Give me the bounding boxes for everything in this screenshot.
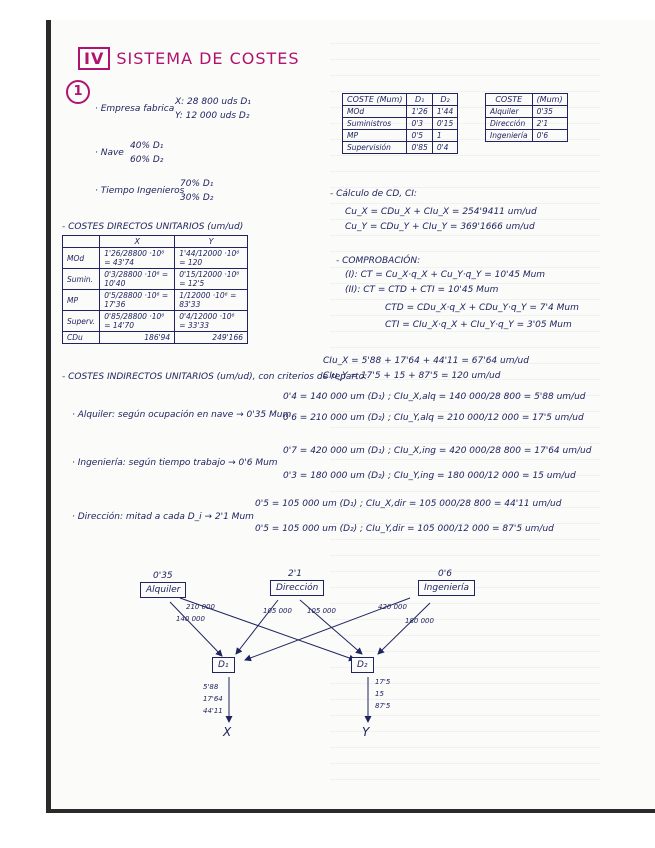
ciu-x: CIu_X = 5'88 + 17'64 + 44'11 = 67'64 um/ud [323, 356, 529, 366]
alquiler-label: · Alquiler: según ocupación en nave → 0'35 Mum [72, 410, 292, 420]
cell: 1'44/12000 ·10⁶ = 120 [175, 248, 248, 269]
product-y: Y [362, 725, 370, 739]
cell: 1'26/28800 ·10⁶ = 43'74 [100, 248, 175, 269]
tiempo-1: 70% D₁ [180, 179, 214, 189]
cell: Ingeniería [486, 130, 533, 142]
ciu-y: CIu_Y = 17'5 + 15 + 87'5 = 120 um/ud [323, 371, 501, 381]
cell: Alquiler [486, 106, 533, 118]
edge-label-alq-d1: 140 000 [176, 615, 205, 623]
calculo-heading: - Cálculo de CD, CI: [330, 189, 417, 199]
header-cell: D₁ [407, 94, 432, 106]
cell: Dirección [486, 118, 533, 130]
cell: Supervisión [343, 142, 407, 154]
comprobacion-l3: CTD = CDu_X·q_X + CDu_Y·q_Y = 7'4 Mum [385, 303, 579, 313]
comprobacion-l2: (II): CT = CTD + CTI = 10'45 Mum [345, 285, 499, 295]
empresa-x: X: 28 800 uds D₁ [175, 97, 251, 107]
comprobacion-l4: CTI = CIu_X·q_X + CIu_Y·q_Y = 3'05 Mum [385, 320, 572, 330]
cell: Superv. [63, 311, 100, 332]
cell: MOd [343, 106, 407, 118]
cell: 0'15 [432, 118, 457, 130]
cell: 0'3/28800 ·10⁶ = 10'40 [100, 269, 175, 290]
d1-node: D₁ [212, 657, 235, 673]
cell: 1/12000 ·10⁶ = 83'33 [175, 290, 248, 311]
edge-label-ing-d2: 180 000 [405, 617, 434, 625]
section-number: IV [78, 47, 110, 70]
d2-value: 87'5 [375, 702, 391, 710]
indirectos-heading: - COSTES INDIRECTOS UNITARIOS (um/ud), con criterios de reparto: [62, 372, 368, 382]
comprobacion-l1: (I): CT = Cu_X·q_X + Cu_Y·q_Y = 10'45 Mum [345, 270, 546, 280]
direccion-1: 0'5 = 105 000 um (D₁) ; CIu_X,dir = 105 000/28 800 = 44'11 um/ud [255, 499, 562, 509]
edge-label-alq-d2: 210 000 [186, 603, 215, 611]
cell: Suministros [343, 118, 407, 130]
cell: 186'94 [100, 332, 175, 344]
nave-2: 60% D₂ [130, 155, 164, 165]
cell: 0'85/28800 ·10⁶ = 14'70 [100, 311, 175, 332]
cell: 0'35 [532, 106, 567, 118]
title-text: SISTEMA DE COSTES [116, 49, 300, 68]
cell: 0'5/28800 ·10⁶ = 17'36 [100, 290, 175, 311]
cell: 1 [432, 130, 457, 142]
cu-x: Cu_X = CDu_X + CIu_X = 254'9411 um/ud [345, 207, 537, 217]
empresa-label: · Empresa fabrica [95, 104, 175, 114]
tiempo-label: · Tiempo Ingenieros [95, 186, 185, 196]
direccion-node-value: 2'1 [288, 569, 302, 579]
exercise-number: 1 [66, 80, 90, 104]
ingenieria-node-value: 0'6 [438, 569, 452, 579]
header-cell: COSTE [486, 94, 533, 106]
d2-value: 15 [375, 690, 384, 698]
cell: Sumin. [63, 269, 100, 290]
cell: 0'3 [407, 118, 432, 130]
header-cell: D₂ [432, 94, 457, 106]
header-cell: COSTE (Mum) [343, 94, 407, 106]
empresa-y: Y: 12 000 uds D₂ [175, 111, 250, 121]
alquiler-node: Alquiler [140, 582, 186, 598]
direccion-node: Dirección [270, 580, 324, 596]
cell: 1'44 [432, 106, 457, 118]
cell: 0'4/12000 ·10⁶ = 33'33 [175, 311, 248, 332]
cell: 0'85 [407, 142, 432, 154]
cell: MOd [63, 248, 100, 269]
cell: 0'4 [432, 142, 457, 154]
alquiler-2: 0'6 = 210 000 um (D₂) ; CIu_Y,alq = 210 000/12 000 = 17'5 um/ud [283, 413, 584, 423]
direccion-2: 0'5 = 105 000 um (D₂) ; CIu_Y,dir = 105 000/12 000 = 87'5 um/ud [255, 524, 554, 534]
header-cell: X [100, 236, 175, 248]
cell: 0'6 [532, 130, 567, 142]
alquiler-1: 0'4 = 140 000 um (D₁) ; CIu_X,alq = 140 000/28 800 = 5'88 um/ud [283, 392, 586, 402]
ingenieria-node: Ingeniería [418, 580, 475, 596]
ingenieria-2: 0'3 = 180 000 um (D₂) ; CIu_Y,ing = 180 000/12 000 = 15 um/ud [283, 471, 576, 481]
d2-value: 17'5 [375, 678, 391, 686]
cell: 1'26 [407, 106, 432, 118]
edge-label-ing-d1: 420 000 [378, 603, 407, 611]
d2-node: D₂ [351, 657, 374, 673]
d1-value: 5'88 [203, 683, 219, 691]
cell: MP [343, 130, 407, 142]
edge-label-dir-d1: 105 000 [263, 607, 292, 615]
direccion-label: · Dirección: mitad a cada D_i → 2'1 Mum [72, 512, 254, 522]
ingenieria-1: 0'7 = 420 000 um (D₁) ; CIu_X,ing = 420 000/28 800 = 17'64 um/ud [283, 446, 592, 456]
d1-value: 44'11 [203, 707, 223, 715]
header-cell: Y [175, 236, 248, 248]
d1-value: 17'64 [203, 695, 223, 703]
alquiler-node-value: 0'35 [153, 571, 173, 581]
edge-label-dir-d2: 105 000 [307, 607, 336, 615]
cell: MP [63, 290, 100, 311]
cell: 0'15/12000 ·10⁶ = 12'5 [175, 269, 248, 290]
comprobacion-heading: - COMPROBACIÓN: [336, 256, 421, 266]
cell: 0'5 [407, 130, 432, 142]
header-cell: (Mum) [532, 94, 567, 106]
cell: CDu [63, 332, 100, 344]
product-x: X [223, 725, 232, 739]
tiempo-2: 30% D₂ [180, 193, 214, 203]
cu-y: Cu_Y = CDu_Y + CIu_Y = 369'1666 um/ud [345, 222, 535, 232]
nave-1: 40% D₁ [130, 141, 164, 151]
cell: 249'166 [175, 332, 248, 344]
directos-heading: - COSTES DIRECTOS UNITARIOS (um/ud) [62, 222, 244, 232]
cell: 2'1 [532, 118, 567, 130]
nave-label: · Nave [95, 148, 124, 158]
ingenieria-label: · Ingeniería: según tiempo trabajo → 0'6 Mum [72, 458, 278, 468]
